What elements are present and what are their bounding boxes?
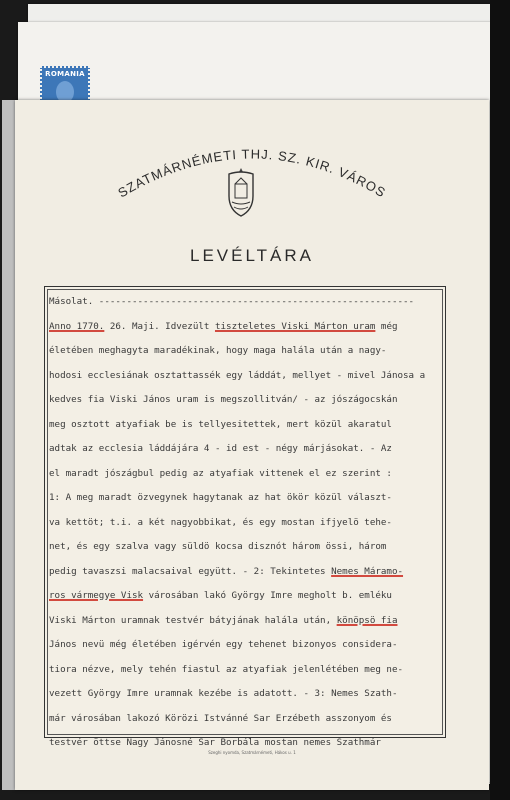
letterhead-sheet	[15, 100, 489, 790]
typed-line: pedig tavaszsi malacsaival együtt. - 2: Tekintetes Nemes Máramo-	[49, 565, 404, 577]
typed-line: hodosi ecclesiának osztattassék egy láddát, mellyet - mivel Jánosa a	[49, 369, 426, 381]
typed-line: el maradt jószágbul pedig az atyafiak vittenek el ez szerint :	[49, 467, 392, 479]
printer-imprint: Szeghi nyomda, Szatmárnémeti, Hákos u. 1	[208, 750, 296, 755]
typed-line: János nevü még életében igérvén egy tehenet bizonyos considera-	[49, 639, 398, 650]
archive-title: LEVÉLTÁRA	[189, 246, 314, 265]
binder-rail	[490, 0, 510, 800]
underlined-phrase: könöpsö fia	[336, 614, 398, 626]
typed-line: kedves fia Viski János uram is megszollitván/ - az jószágocskán	[49, 394, 398, 405]
sleeve-edge	[2, 100, 16, 790]
underlined-phrase: Anno 1770.	[49, 320, 105, 332]
typed-line: vezett György Imre uramnak kezébe is adatott. - 3: Nemes Szath-	[49, 688, 398, 699]
stamp-country: ROMANIA	[45, 70, 85, 78]
typed-line: életében meghagyta maradékinak, hogy maga halála után a nagy-	[49, 345, 387, 356]
typed-line: adtak az ecclesia láddájára 4 - id est - négy márjásokat. - Az	[49, 443, 392, 454]
typed-line: Másolat. ---------------------------------------------------------	[49, 296, 415, 307]
typed-line: Viski Márton uramnak testvér bátyjának halála után, könöpsö fia	[49, 614, 398, 626]
typed-document-body	[45, 296, 447, 762]
typed-line: ros vármegye Visk városában lakó György Imre megholt b. emléku	[49, 590, 392, 601]
underlined-phrase: tiszteletes Viski Márton uram	[214, 320, 376, 332]
underlined-phrase: ros vármegye Visk	[49, 590, 144, 601]
typed-line: testvér öttse Nagy Jánosné Sar Borbála mostan nemes Szathmár	[49, 737, 381, 748]
underlined-phrase: Nemes Máramo-	[331, 565, 404, 577]
typed-line: net, és egy szalva vagy süldö kocsa disznót három össi, három	[49, 541, 387, 552]
typed-line: tiora nézve, mely tehén fiastul az atyafiak jelenlétében meg ne-	[49, 663, 404, 675]
typed-line: meg osztott atyafiak be is tellyesitettek, mert közül akaratul	[49, 418, 392, 430]
typed-copy-frame	[44, 286, 446, 748]
letterhead-arch-text: SZATMÁRNÉMETI THJ. SZ. KIR. VÁROS	[115, 146, 389, 201]
typed-line: 1: A meg maradt özvegynek hagytanak az hat ökör közül választ-	[49, 492, 392, 503]
typed-line: va kettöt; t.i. a két nagyobbikat, és egy mostan ifjyelö tehe-	[49, 516, 392, 528]
typed-line: már városában lakozó Körözi Istvánné Sar Erzébeth asszonyom és	[49, 712, 392, 724]
city-crest-icon	[223, 166, 259, 218]
typed-line: Anno 1770. 26. Maji. Idvezült tiszteletes Viski Márton uram még	[49, 320, 398, 332]
